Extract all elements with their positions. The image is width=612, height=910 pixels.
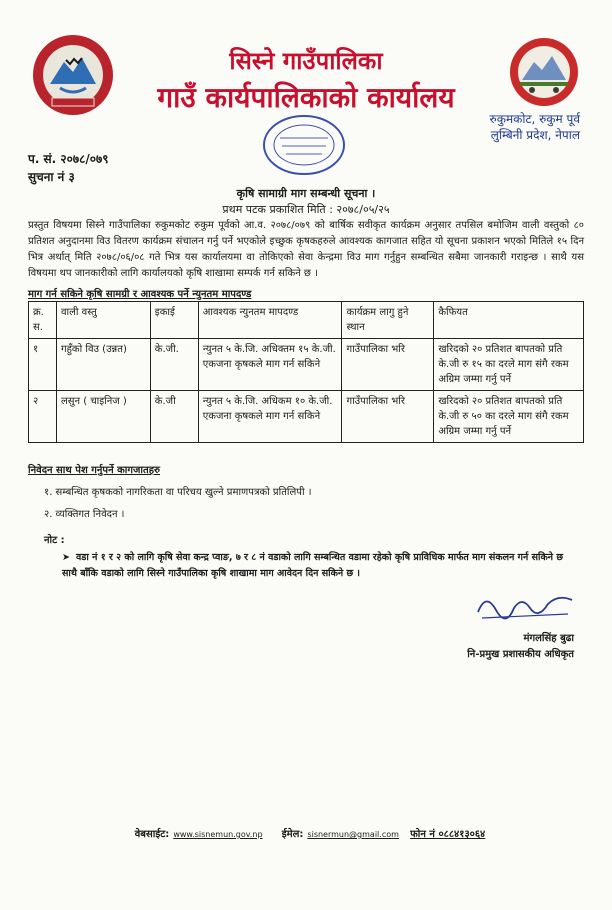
- criteria-cell: न्युनत ५ के.जि. अधिक्तम १५ के.जी. एकजना कृषकले माग गर्न सकिने: [198, 339, 342, 391]
- serial-cell: १: [29, 339, 57, 391]
- email-label: ईमेल:: [281, 829, 304, 840]
- signature-icon: [472, 582, 582, 628]
- municipality-name: सिस्ने गाउँपालिका: [229, 47, 383, 75]
- column-header: इकाई: [150, 302, 198, 339]
- footer: [0, 826, 612, 840]
- crop-cell: गहुँको विउ (उन्नत): [56, 339, 150, 391]
- place-cell: गाउँपालिका भरि: [342, 391, 434, 443]
- documents-list: [44, 482, 312, 526]
- criteria-cell: न्युनत ५ के.जि. अधिकम १० के.जी. एकजना कृषकले माग गर्न सकिने: [198, 391, 342, 443]
- signatory-title: नि-प्रमुख प्रशासकीय अधिकृत: [467, 649, 574, 660]
- documents-title: निवेदन साथ पेश गर्नुपर्ने कागजातहरु: [28, 465, 161, 476]
- table-row: [29, 339, 584, 391]
- address-line-1: रुकुमकोट, रुकुम पूर्व: [489, 112, 580, 126]
- published-date: प्रथम पटक प्रकाशित मिति : २०७८/०५/२५: [222, 203, 390, 216]
- letter-number: प. सं. २०७८/०७९: [28, 152, 109, 166]
- list-item: २. व्यक्तिगत निवेदन ।: [44, 509, 125, 520]
- office-stamp-icon: [260, 112, 348, 178]
- place-cell: गाउँपालिका भरि: [342, 339, 434, 391]
- column-header: कार्यक्रम लागु हुने स्थान: [342, 302, 434, 339]
- column-header: आवश्यक न्युनतम मापदण्ड: [198, 302, 342, 339]
- remarks-cell: खरिदको २० प्रतिशत बापतको प्रति के.जी रु ५० का दरले माग संगै रकम अग्रिम जम्मा गर्नु पर्ने: [434, 391, 584, 443]
- reference-block: [28, 150, 108, 186]
- email-link[interactable]: sisnermun@gmail.com: [307, 830, 399, 839]
- table-row: [29, 391, 584, 443]
- unit-cell: के.जी: [150, 391, 198, 443]
- column-header: कैफियत: [434, 302, 584, 339]
- phone-number: फोन नं ०८८४१३०६४: [410, 829, 486, 840]
- notice-heading: कृषि सामाग्री माग सम्बन्धी सूचना ।: [236, 187, 376, 200]
- website-label: वेबसाईट:: [134, 829, 170, 840]
- note-text: वडा नं १ र २ को लागि कृषि सेवा कन्द्र प्वाङ, ७ र ८ नं वडाको लागि सम्बन्धित वडामा रहेको कृषि प्राविधिक मार्फत माग संकलन गर्न सकिने छ साथै बाँकि वडाको लागि सिस्ने गाउँपालिका कृषि शाखामा माग आवेदन दिन सकिने छ ।: [62, 552, 563, 579]
- unit-cell: के.जी.: [150, 339, 198, 391]
- column-header: क्र. स.: [29, 302, 57, 339]
- municipality-logo-icon: [508, 36, 580, 108]
- column-header: वाली वस्तु: [56, 302, 150, 339]
- crop-cell: लसुन ( चाइनिज ): [56, 391, 150, 443]
- notice-body: प्रस्तुत विषयमा सिस्ने गाउँपालिका रुकुमकोट रुकुम पूर्वको आ.व. २०७८/०७९ को बार्षिक सवीकृत कार्यक्रम अनुसार तपसिल बमोजिम वाली वस्तुको ८० प्रतिशत अनुदानमा विउ वितरण कार्यक्रम संचालन गर्नु पर्ने भएकोले इच्छुक कृषकहरुले आवश्यक कागजात सहित यो सूचना प्रकाशन भएको मितिले १५ दिन भित्र अर्थात् मिति २०७८/०६/०८ गते भित्र यस कार्यालयमा वा तोकिएको सेवा केन्द्रमा विउ माग गर्नुहुन सम्बन्धित सबैमा जानकारी गराइन्छ । साथै यस विषयमा थप जानकारीको लागि कार्यालयको कृषि शाखामा सम्पर्क गर्न सकिने छ ।: [28, 220, 584, 279]
- remarks-cell: खरिदको २० प्रतिशत बापतको प्रति के.जी रु १५ का दरले माग संगै रकम अग्रिम जम्मा गर्नु पर्ने: [434, 339, 584, 391]
- address-line-2: लुम्बिनी प्रदेश, नेपाल: [490, 128, 580, 142]
- serial-cell: २: [29, 391, 57, 443]
- note-label: नोट :: [44, 535, 65, 546]
- items-table: [28, 301, 584, 443]
- note: [62, 550, 572, 582]
- notice-number: सुचना नं ३: [28, 170, 75, 184]
- signatory-name: मंगलसिंह बुढा: [523, 633, 574, 644]
- arrow-bullet-icon: ➤: [62, 552, 70, 563]
- table-header-row: [29, 302, 584, 339]
- table-caption: माग गर्न सकिने कृषि सामग्री र आवश्यक पर्ने न्युनतम मापदण्ड: [28, 289, 252, 300]
- website-link[interactable]: www.sisnemun.gov.np: [173, 830, 263, 839]
- list-item: १. सम्बन्धित कृषकको नागरिकता वा परिचय खुल्ने प्रमाणपत्रको प्रतिलिपी ।: [44, 487, 312, 498]
- office-name: गाउँ कार्यपालिकाको कार्यालय: [157, 81, 455, 114]
